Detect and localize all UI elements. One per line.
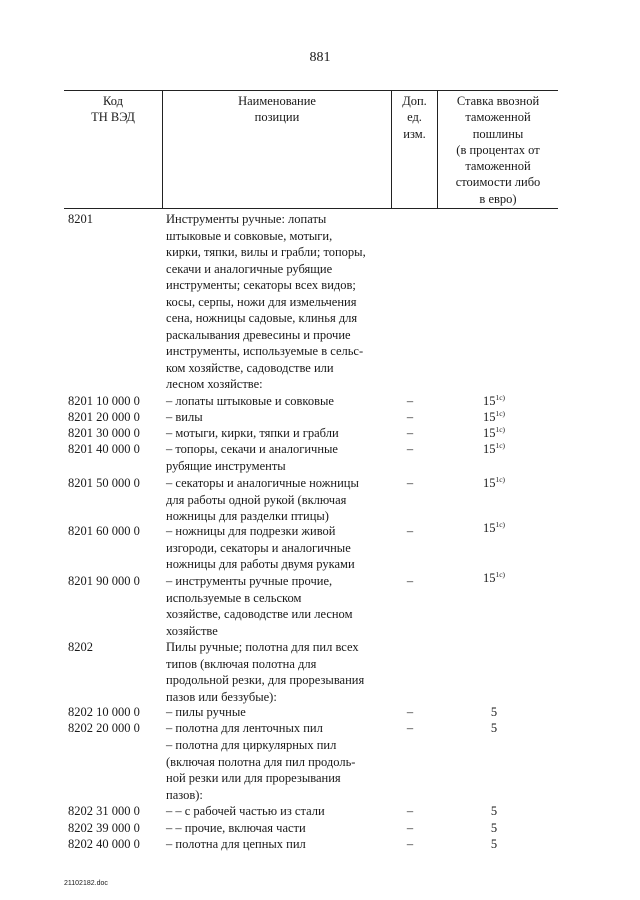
row-unit: –	[406, 821, 414, 835]
row-name: – ножницы для подрезки живой изгороди, секаторы и аналогичные ножницы для работы двумя руками	[166, 524, 355, 571]
row-code: 8202 40 000 0	[68, 837, 140, 851]
row-rate: 5	[490, 705, 498, 719]
row-name: – полотна для циркулярных пил (включая полотна для пил продоль- ной резки или для прорезывания пазов):	[166, 738, 356, 802]
row-name: Пилы ручные; полотна для пил всех типов (включая полотна для продольной резки, для прорезывания пазов или беззубые):	[166, 640, 365, 704]
row-name: – – с рабочей частью из стали	[166, 804, 325, 818]
row-name: – пилы ручные	[166, 705, 246, 719]
row-code: 8201 60 000 0	[68, 524, 140, 538]
row-unit: –	[406, 804, 414, 818]
row-unit: –	[406, 426, 414, 440]
row-rate: $15^{1c)}$	[482, 425, 506, 440]
page-number: 881	[309, 50, 331, 65]
row-unit: –	[406, 837, 414, 851]
row-name: – полотна для цепных пил	[166, 837, 306, 851]
header-name: Наименование позиции	[238, 94, 316, 125]
row-rate: $15^{1c)}$	[482, 409, 506, 424]
file-name-footer: 21102182.doc	[64, 880, 108, 887]
row-name: – полотна для ленточных пил	[166, 721, 323, 735]
row-code: 8201 10 000 0	[68, 394, 140, 408]
row-rate: $15^{1c)}$	[482, 520, 506, 535]
row-rate: $15^{1c)}$	[482, 393, 506, 408]
row-name: – топоры, секачи и аналогичные рубящие инструменты	[166, 442, 338, 473]
row-code: 8202	[68, 640, 93, 654]
header-code: Код ТН ВЭД	[91, 94, 135, 125]
row-code: 8201 90 000 0	[68, 574, 140, 588]
table-top-rule	[64, 90, 558, 91]
row-unit: –	[406, 410, 414, 424]
row-rate: 5	[490, 721, 498, 735]
row-rate: 5	[490, 821, 498, 835]
row-unit: –	[406, 574, 414, 588]
row-name: – вилы	[166, 410, 203, 424]
row-code: 8201 30 000 0	[68, 426, 140, 440]
row-code: 8202 39 000 0	[68, 821, 140, 835]
row-code: 8201	[68, 212, 93, 226]
row-code: 8201 20 000 0	[68, 410, 140, 424]
row-code: 8201 40 000 0	[68, 442, 140, 456]
header-bottom-rule	[64, 208, 558, 209]
row-unit: –	[406, 721, 414, 735]
row-name: – – прочие, включая части	[166, 821, 306, 835]
row-code: 8202 10 000 0	[68, 705, 140, 719]
row-name: – секаторы и аналогичные ножницы для работы одной рукой (включая ножницы для разделки птицы)	[166, 476, 359, 523]
header-unit: Доп. ед. изм.	[402, 94, 427, 141]
row-name: – инструменты ручные прочие, используемые в сельском хозяйстве, садоводстве или лесном хозяйстве	[166, 574, 353, 638]
row-unit: –	[406, 476, 414, 490]
row-code: 8202 31 000 0	[68, 804, 140, 818]
row-rate: $15^{1c)}$	[482, 441, 506, 456]
row-name: – лопаты штыковые и совковые	[166, 394, 334, 408]
row-name: Инструменты ручные: лопаты штыковые и совковые, мотыги, кирки, тяпки, вилы и грабли; топоры, секачи и аналогичные рубящие инструменты; секаторы всех видов; косы, серпы, ножи для измельчения сена, ножницы садовые, клинья для раскалывания древесины и прочие инструменты, используемые в сельс- ком хозяйстве, садоводстве или лесном хозяйстве:	[166, 212, 366, 391]
header-rate: Ставка ввозной таможенной пошлины (в процентах от таможенной стоимости либо в евро)	[455, 94, 541, 206]
row-code: 8202 20 000 0	[68, 721, 140, 735]
row-rate: 5	[490, 837, 498, 851]
row-rate: 5	[490, 804, 498, 818]
row-rate: $15^{1c)}$	[482, 570, 506, 585]
row-unit: –	[406, 524, 414, 538]
row-unit: –	[406, 705, 414, 719]
row-rate: $15^{1c)}$	[482, 475, 506, 490]
row-unit: –	[406, 442, 414, 456]
row-code: 8201 50 000 0	[68, 476, 140, 490]
row-name: – мотыги, кирки, тяпки и грабли	[166, 426, 339, 440]
row-unit: –	[406, 394, 414, 408]
